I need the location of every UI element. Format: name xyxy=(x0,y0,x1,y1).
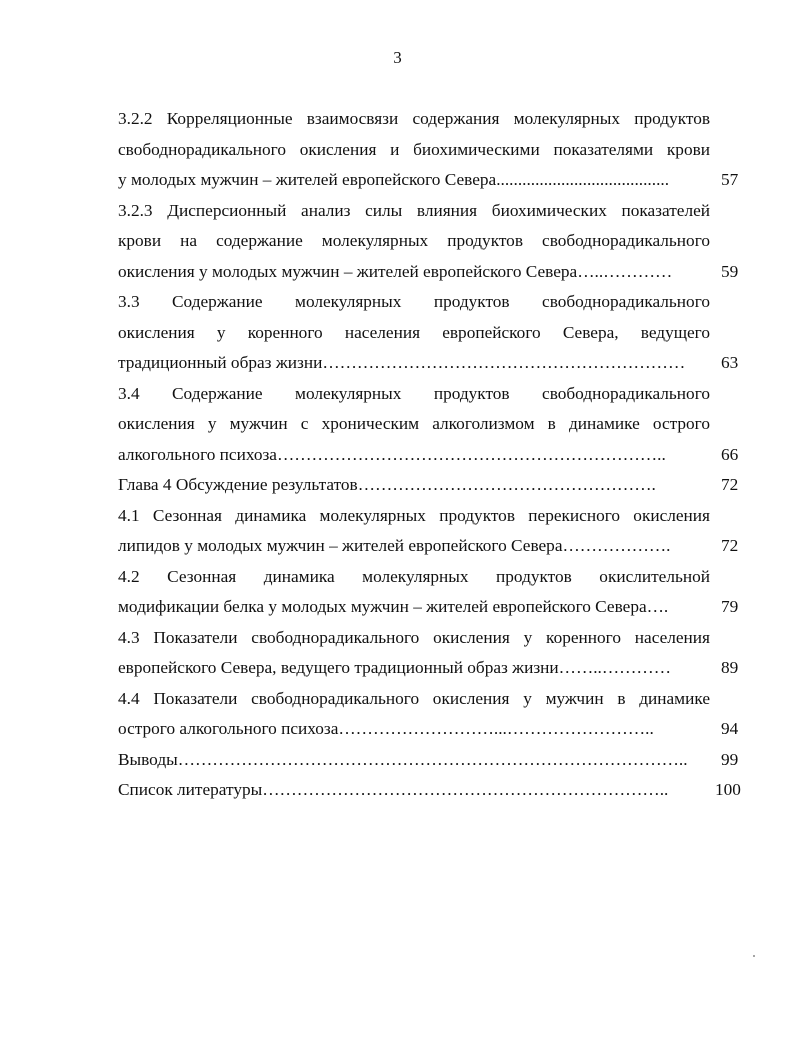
toc-entry-page-number: 63 xyxy=(721,353,739,372)
toc-entry xyxy=(118,745,743,776)
toc-entry-title-tail: Глава 4 Обсуждение результатов……………………………………………. xyxy=(118,475,656,494)
toc-entry-title-tail: традиционный образ жизни……………………………………………………… xyxy=(118,353,686,372)
toc-entry-line: 3.2.2 Корреляционные взаимосвязи содержания молекулярных продуктов xyxy=(118,109,710,128)
toc-entry-final-line xyxy=(118,714,739,745)
toc-entry-page-number: 89 xyxy=(721,658,739,677)
toc-entry-page-number: 79 xyxy=(721,597,739,616)
toc-entry-final-line xyxy=(118,257,739,288)
toc-entry-page-number: 66 xyxy=(721,444,739,464)
toc-entry-page-number: 99 xyxy=(721,749,739,769)
toc-entry-final-line xyxy=(118,165,739,196)
toc-entry xyxy=(118,196,743,288)
toc-entry-final-line xyxy=(118,592,739,623)
toc-entry-line: окисления у мужчин с хроническим алкоголизмом в динамике острого xyxy=(118,414,710,433)
toc-entry-line: 3.4 Содержание молекулярных продуктов свободнорадикального xyxy=(118,383,710,403)
toc-entry-line: 3.2.3 Дисперсионный анализ силы влияния биохимических показателей xyxy=(118,200,710,220)
toc-entry-line: окисления у коренного населения европейского Севера, ведущего xyxy=(118,322,710,342)
toc-entry xyxy=(118,562,743,623)
toc-entry xyxy=(118,684,743,745)
toc-entry-final-line xyxy=(118,440,739,471)
toc-entry-title-tail: липидов у молодых мужчин – жителей европейского Севера………………. xyxy=(118,536,671,555)
toc-entry-title-tail: Список литературы…………………………………………………………….. xyxy=(118,780,669,799)
toc-entry-page-number: 59 xyxy=(721,261,739,281)
toc-entry xyxy=(118,104,743,196)
toc-entry-title-tail: европейского Севера, ведущего традиционный образ жизни……..………… xyxy=(118,658,671,677)
toc-entry-title-tail: у молодых мужчин – жителей европейского Севера........................................ xyxy=(118,170,670,189)
toc-entry-line: 4.3 Показатели свободнорадикального окисления у коренного населения xyxy=(118,627,710,647)
toc-entry-title-tail: алкогольного психоза………………………………………………………….. xyxy=(118,444,666,464)
toc-entry xyxy=(118,501,743,562)
toc-entry-line: 4.1 Сезонная динамика молекулярных продуктов перекисного окисления xyxy=(118,505,710,525)
toc-entry-title-tail: острого алкогольного психоза………………………...…………………….. xyxy=(118,719,654,738)
toc-entry-page-number: 72 xyxy=(721,536,739,555)
toc-entry-final-line xyxy=(118,531,739,562)
page-number: 3 xyxy=(393,48,402,67)
toc-entry-final-line xyxy=(118,745,739,776)
toc-entry-final-line xyxy=(118,775,741,806)
toc-entry xyxy=(118,775,743,806)
toc-entry-line: 4.4 Показатели свободнорадикального окисления у мужчин в динамике xyxy=(118,688,710,708)
table-of-contents xyxy=(118,104,743,806)
toc-entry-page-number: 94 xyxy=(721,719,739,738)
toc-entry-title-tail: Выводы…………………………………………………………………………….. xyxy=(118,749,688,769)
toc-entry-line: крови на содержание молекулярных продуктов свободнорадикального xyxy=(118,231,710,250)
toc-entry xyxy=(118,287,743,379)
toc-entry xyxy=(118,623,743,684)
toc-entry-final-line xyxy=(118,653,739,684)
toc-entry-title-tail: окисления у молодых мужчин – жителей европейского Севера…..………… xyxy=(118,261,673,281)
toc-entry-page-number: 57 xyxy=(721,170,739,189)
toc-entry xyxy=(118,470,743,501)
toc-entry-page-number: 100 xyxy=(715,780,741,799)
toc-entry-line: свободнорадикального окисления и биохимическими показателями крови xyxy=(118,139,710,159)
toc-entry-line: 4.2 Сезонная динамика молекулярных продуктов окислительной xyxy=(118,566,710,586)
toc-entry-line: 3.3 Содержание молекулярных продуктов свободнорадикального xyxy=(118,292,710,311)
scan-speck xyxy=(753,955,755,957)
toc-entry-title-tail: модификации белка у молодых мужчин – жителей европейского Севера…. xyxy=(118,597,669,616)
toc-entry-final-line xyxy=(118,470,739,501)
toc-entry-final-line xyxy=(118,348,739,379)
toc-entry-page-number: 72 xyxy=(721,475,739,494)
toc-entry xyxy=(118,379,743,471)
